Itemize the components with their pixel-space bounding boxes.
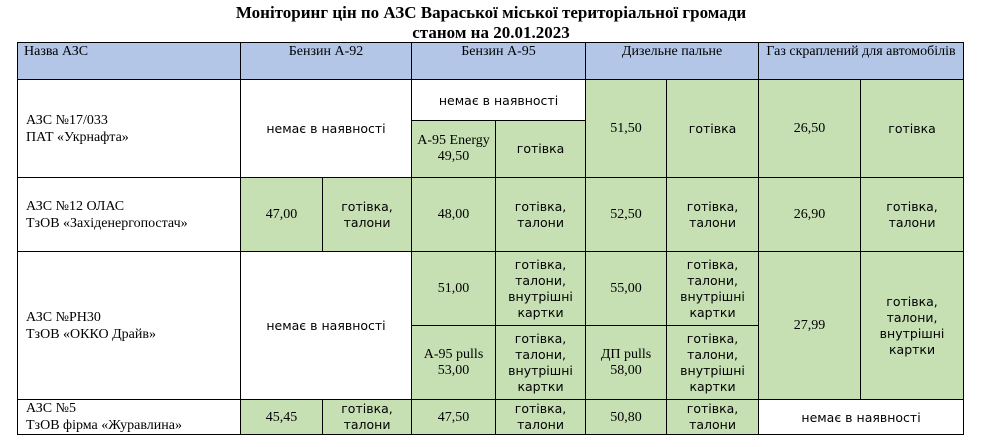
lpg-payment: готівка, талони, внутрішні картки bbox=[861, 252, 964, 400]
lpg-payment: готівка bbox=[861, 80, 964, 178]
column-header-a92: Бензин А-92 bbox=[241, 43, 412, 80]
column-header-station: Назва АЗС bbox=[18, 43, 241, 80]
page-subtitle-date: станом на 20.01.2023 bbox=[412, 23, 570, 42]
station-company: ТзОВ «ОККО Драйв» bbox=[26, 326, 156, 342]
station-name-cell bbox=[18, 252, 241, 400]
a92-payment: готівка, талони bbox=[323, 400, 412, 435]
a92-unavailable: немає в наявності bbox=[241, 80, 412, 178]
lpg-price: 26,50 bbox=[759, 80, 861, 178]
a95-price: 48,00 bbox=[412, 178, 496, 252]
a95-energy-cell bbox=[412, 121, 496, 178]
station-company: ПАТ «Укрнафта» bbox=[26, 129, 129, 145]
fuel-type: ДП pulls bbox=[600, 346, 652, 362]
column-header-diesel: Дизельне пальне bbox=[586, 43, 759, 80]
fuel-type: А-95 Energy bbox=[417, 133, 490, 148]
a95-price: 47,50 bbox=[412, 400, 496, 435]
a95-payment: готівка, талони bbox=[496, 178, 586, 252]
column-header-a95: Бензин А-95 bbox=[412, 43, 586, 80]
lpg-price: 27,99 bbox=[759, 252, 861, 400]
station-name: АЗС №РН30 bbox=[26, 309, 101, 325]
station-company: ТзОВ фірма «Журавлина» bbox=[26, 418, 182, 433]
dp-pulls-cell bbox=[586, 326, 667, 400]
dp-pulls-payment: готівка, талони, внутрішні картки bbox=[667, 326, 759, 400]
a92-price: 45,45 bbox=[241, 400, 323, 435]
station-name: АЗС №5 bbox=[26, 401, 76, 416]
table-row bbox=[18, 178, 964, 252]
a95-unavailable: немає в наявності bbox=[412, 80, 586, 121]
column-header-lpg: Газ скраплений для автомобілів bbox=[759, 43, 964, 80]
a95-payment: готівка, талони bbox=[496, 400, 586, 435]
station-name-cell bbox=[18, 400, 241, 435]
fuel-price: 58,00 bbox=[610, 362, 642, 378]
diesel-payment: готівка, талони bbox=[667, 178, 759, 252]
table-row bbox=[18, 252, 964, 326]
page-title: Моніторинг цін по АЗС Вараської міської територіальної громади bbox=[235, 3, 747, 22]
a92-unavailable: немає в наявності bbox=[241, 252, 412, 400]
diesel-payment: готівка, талони bbox=[667, 400, 759, 435]
diesel-payment: готівка bbox=[667, 80, 759, 178]
table-row bbox=[18, 400, 964, 435]
station-name: АЗС №17/033 bbox=[26, 112, 108, 128]
a95-price: 51,00 bbox=[412, 252, 496, 326]
fuel-price: 53,00 bbox=[437, 362, 470, 378]
fuel-price: 49,50 bbox=[437, 149, 470, 164]
a95-payment: готівка bbox=[496, 121, 586, 178]
station-company: ТзОВ «Західенергопостач» bbox=[26, 215, 188, 231]
station-name: АЗС №12 ОЛАС bbox=[26, 198, 125, 214]
diesel-payment: готівка, талони, внутрішні картки bbox=[667, 252, 759, 326]
diesel-price: 55,00 bbox=[586, 252, 667, 326]
a92-payment: готівка, талони bbox=[323, 178, 412, 252]
diesel-price: 52,50 bbox=[586, 178, 667, 252]
fuel-type: А-95 pulls bbox=[423, 346, 484, 362]
station-name-cell bbox=[18, 80, 241, 178]
lpg-price: 26,90 bbox=[759, 178, 861, 252]
a95-payment: готівка, талони, внутрішні картки bbox=[496, 252, 586, 326]
lpg-unavailable: немає в наявності bbox=[759, 400, 964, 435]
a95-pulls-payment: готівка, талони, внутрішні картки bbox=[496, 326, 586, 400]
station-name-cell bbox=[18, 178, 241, 252]
header-row bbox=[18, 43, 964, 80]
a95-pulls-cell bbox=[412, 326, 496, 400]
fuel-prices-table bbox=[17, 42, 964, 435]
table-row bbox=[18, 80, 964, 121]
a92-price: 47,00 bbox=[241, 178, 323, 252]
diesel-price: 51,50 bbox=[586, 80, 667, 178]
diesel-price: 50,80 bbox=[586, 400, 667, 435]
lpg-payment: готівка, талони bbox=[861, 178, 964, 252]
